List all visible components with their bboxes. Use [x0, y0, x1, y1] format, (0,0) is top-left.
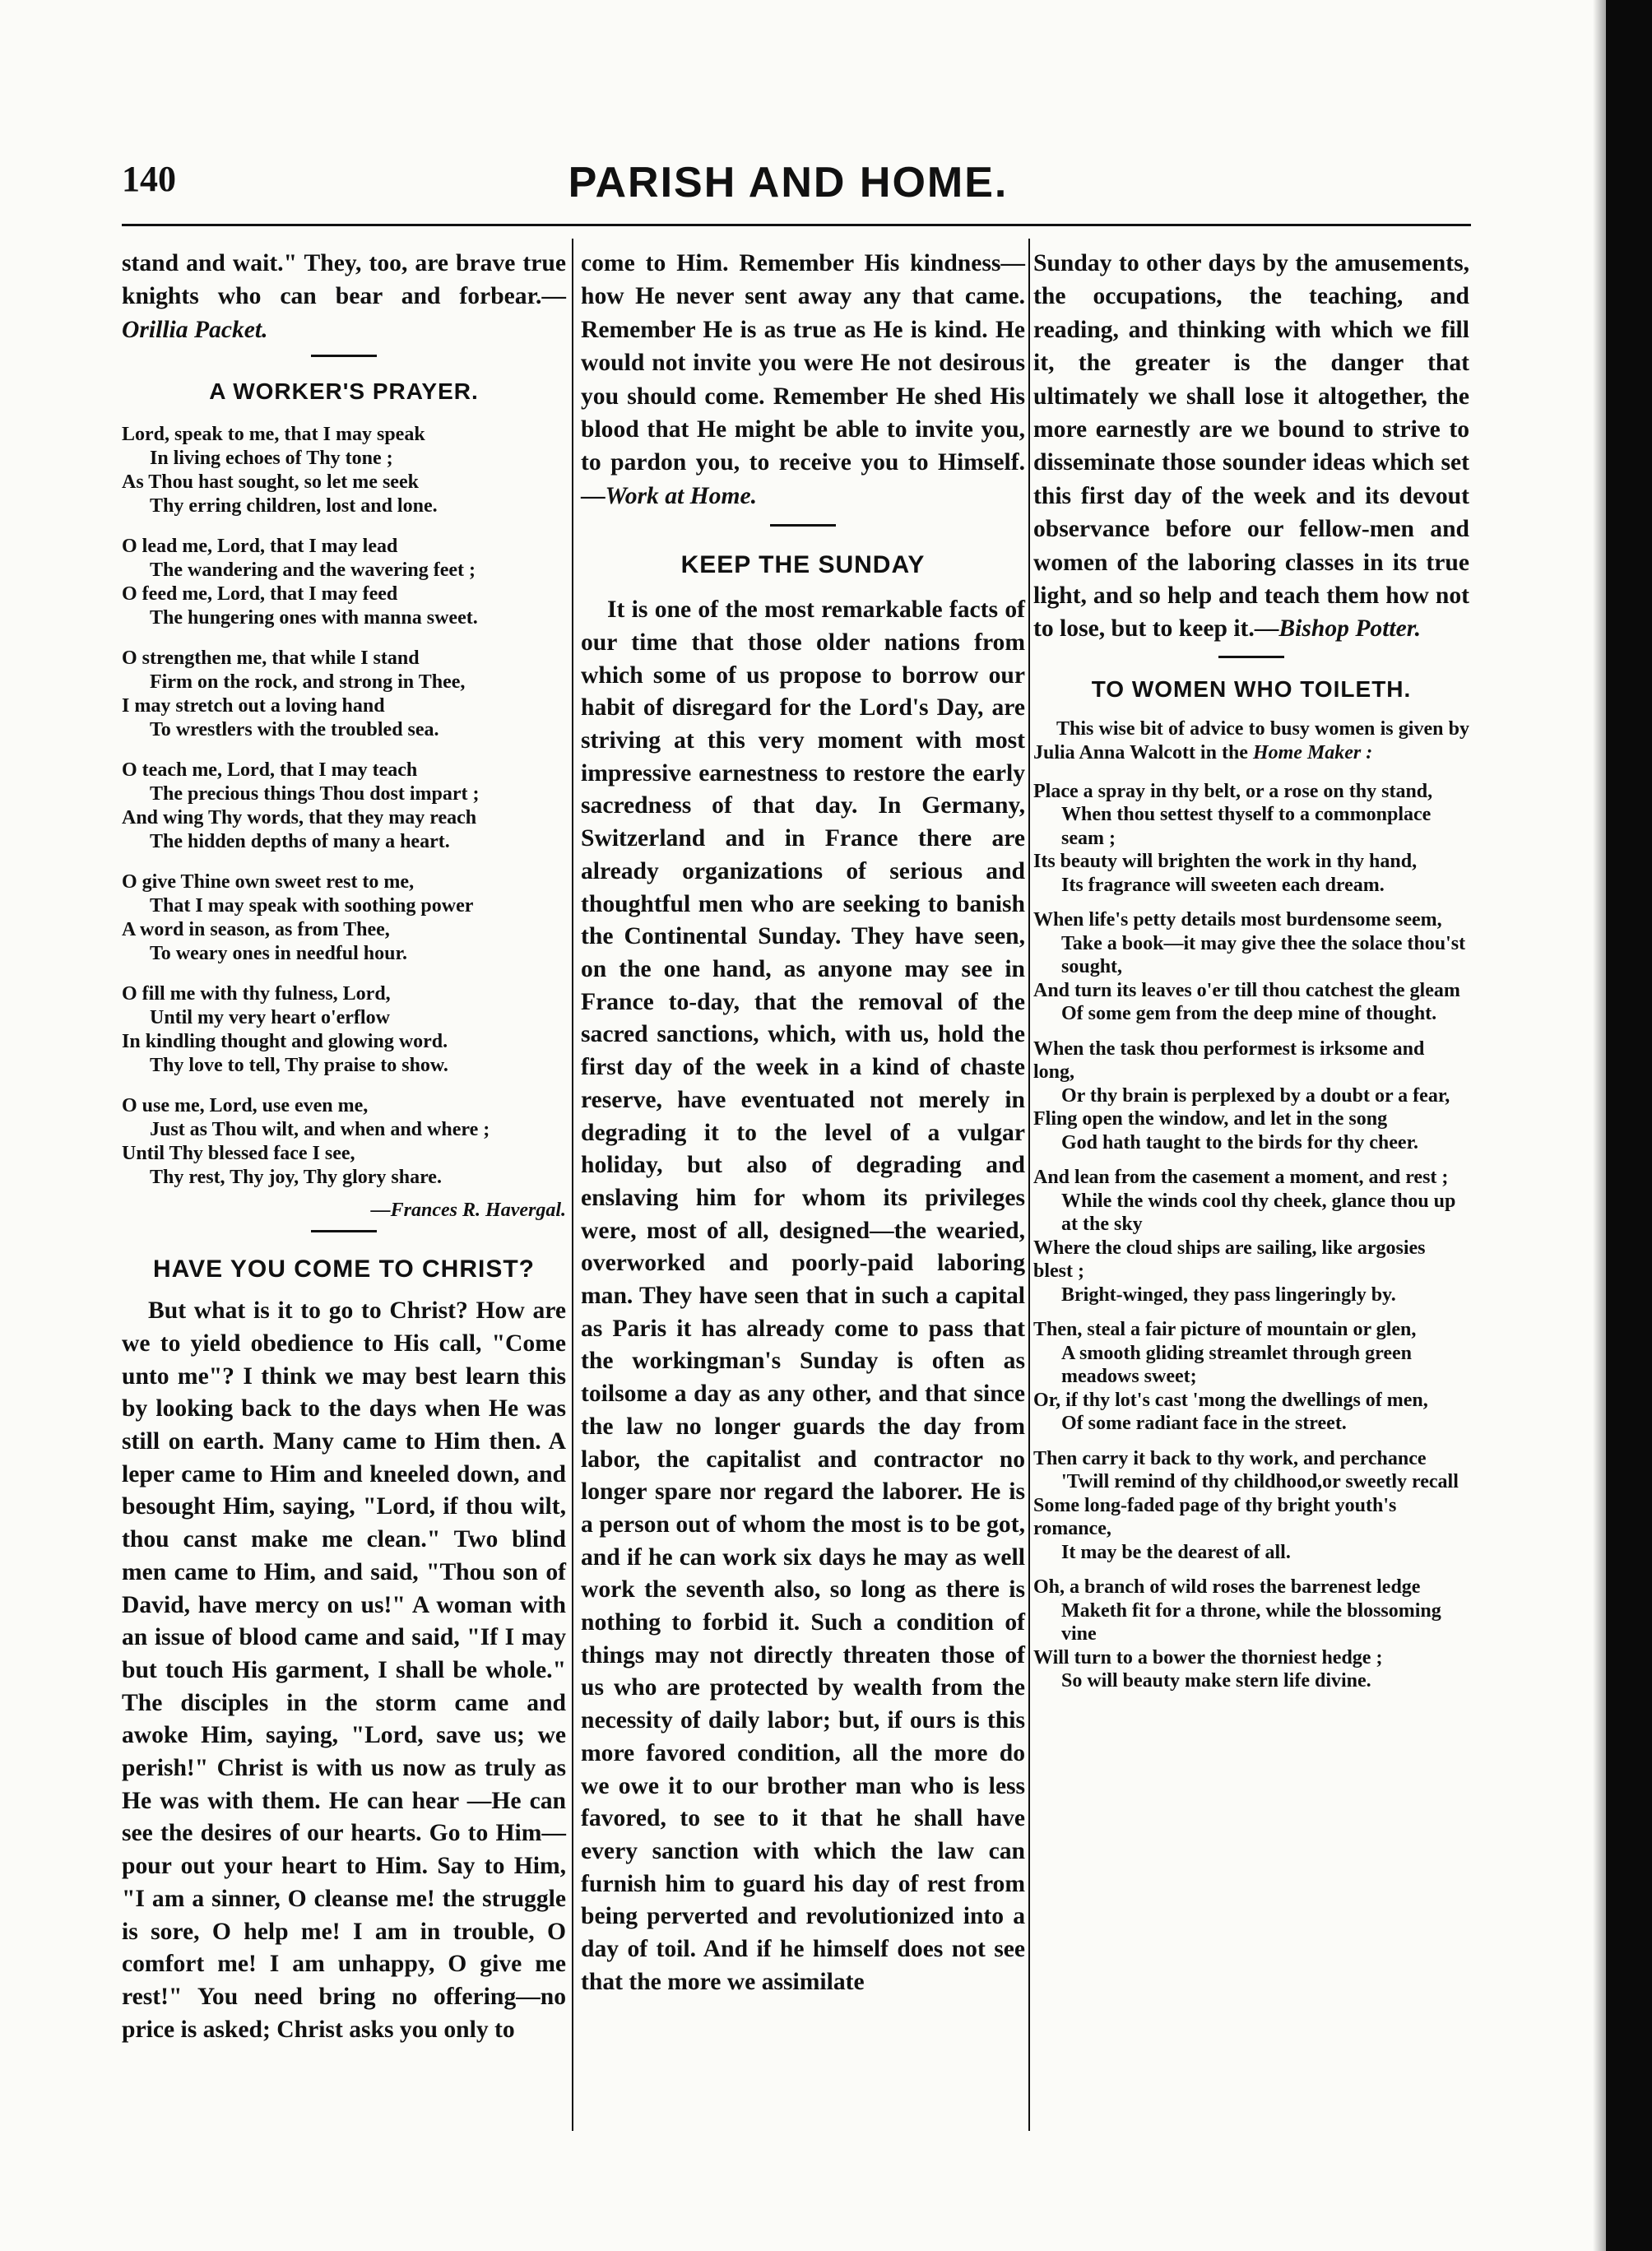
- christ-continued: come to Him. Remember His kindness—how He never sent away any that came. Remember He is as true as He is kind. He would not invite you were He not desirous you should come. Remember He shed His blood that He might be able to invite you, to pardon you, to receive you to Himself.—Work at Home.: [581, 250, 1025, 509]
- poem-line: 'Twill remind of thy childhood,or sweetly recall: [1061, 1471, 1459, 1493]
- poem-stanza: [122, 535, 566, 630]
- poem-line: O feed me, Lord, that I may feed: [122, 583, 398, 606]
- poem-line: God hath taught to the birds for thy cheer.: [1061, 1131, 1419, 1153]
- poem-line: The hidden depths of many a heart.: [150, 831, 450, 853]
- header-rule: [122, 224, 1471, 226]
- article-fragment: stand and wait." They, too, are brave true knights who can bear and forbear.—Orillia Packet.: [122, 250, 566, 343]
- scan-border: [1606, 0, 1652, 2251]
- poem-line: The hungering ones with manna sweet.: [150, 607, 478, 629]
- poem-line: When thou settest thyself to a commonplace seam ;: [1061, 804, 1432, 849]
- poem-line: I may stretch out a loving hand: [122, 695, 385, 717]
- poem-line: To weary ones in needful hour.: [150, 943, 407, 965]
- poem-line: And wing Thy words, that they may reach: [122, 807, 477, 829]
- women-poem: [1033, 780, 1469, 1693]
- poem-line: So will beauty make stern life divine.: [1061, 1670, 1371, 1692]
- poem-line: Some long-faded page of thy bright youth's romance,: [1033, 1494, 1397, 1540]
- poem-stanza: [122, 759, 566, 854]
- poem-line: Then carry it back to thy work, and perchance: [1033, 1447, 1427, 1469]
- poem-line: Thy rest, Thy joy, Thy glory share.: [150, 1167, 442, 1189]
- poem-line: Then, steal a fair picture of mountain or glen,: [1033, 1319, 1417, 1341]
- separator-rule: [1218, 656, 1284, 658]
- poem-line: Lord, speak to me, that I may speak: [122, 424, 425, 446]
- poem-line: And lean from the casement a moment, and rest ;: [1033, 1167, 1449, 1189]
- christ-title: HAVE YOU COME TO CHRIST?: [152, 1255, 536, 1283]
- poem-line: Will turn to a bower the thorniest hedge ;: [1033, 1646, 1383, 1669]
- poem-line: As Thou hast sought, so let me seek: [122, 471, 419, 494]
- poem-line: A smooth gliding streamlet through green meadows sweet;: [1061, 1342, 1413, 1388]
- separator-rule: [311, 355, 377, 357]
- poem-stanza: [1033, 780, 1469, 898]
- poem-stanza: [122, 647, 566, 742]
- poem-line: Its beauty will brighten the work in thy hand,: [1033, 851, 1418, 873]
- poem-line: To wrestlers with the troubled sea.: [150, 719, 439, 741]
- poem-line: O lead me, Lord, that I may lead: [122, 536, 398, 558]
- poem-line: Until Thy blessed face I see,: [122, 1143, 355, 1165]
- poem-line: Just as Thou wilt, and when and where ;: [150, 1119, 490, 1141]
- poem-line: While the winds cool thy cheek, glance thou up at the sky: [1061, 1190, 1456, 1236]
- column-rule-1: [572, 239, 573, 2131]
- poem-line: Or thy brain is perplexed by a doubt or a fear,: [1061, 1084, 1450, 1107]
- poem-line: Bright-winged, they pass lingeringly by.: [1061, 1283, 1396, 1306]
- poem-stanza: [122, 423, 566, 518]
- poem-line: O strengthen me, that while I stand: [122, 647, 420, 670]
- prayer-poem: [122, 423, 566, 1190]
- poem-stanza: [1033, 1447, 1469, 1565]
- separator-rule: [311, 1230, 377, 1232]
- sunday-title: KEEP THE SUNDAY: [680, 551, 926, 579]
- prayer-author: —Frances R. Havergal.: [370, 1200, 566, 1222]
- separator-rule: [770, 524, 836, 527]
- poem-line: O use me, Lord, use even me,: [122, 1095, 369, 1117]
- poem-line: When life's petty details most burdensome seem,: [1033, 909, 1442, 931]
- poem-line: O give Thine own sweet rest to me,: [122, 871, 415, 893]
- poem-line: Thy erring children, lost and lone.: [150, 495, 438, 517]
- poem-line: Thy love to tell, Thy praise to show.: [150, 1055, 448, 1077]
- poem-stanza: [1033, 1318, 1469, 1436]
- column-3: [1033, 247, 1469, 1705]
- column-1: [122, 247, 566, 2046]
- poem-line: Firm on the rock, and strong in Thee,: [150, 671, 466, 694]
- poem-line: In kindling thought and glowing word.: [122, 1031, 448, 1053]
- poem-stanza: [1033, 1037, 1469, 1155]
- poem-line: Oh, a branch of wild roses the barrenest ledge: [1033, 1576, 1421, 1599]
- poem-line: In living echoes of Thy tone ;: [150, 448, 393, 470]
- poem-line: Take a book—it may give thee the solace thou'st sought,: [1061, 932, 1466, 978]
- poem-line: It may be the dearest of all.: [1061, 1541, 1291, 1563]
- page-edge-shadow: [1593, 0, 1606, 2251]
- poem-line: A word in season, as from Thee,: [122, 919, 390, 941]
- sunday-continued: Sunday to other days by the amusements, the occupations, the teaching, and reading, and thinking with which we fill it, the greater is the danger that ultimately we shall lose it altogether, the more earnestly are we bound to strive to disseminate those sounder ideas which set this first day of the week and its devout observance before our fellow-men and women of the laboring classes in its true light, and so help and teach them how not to lose, but to keep it.—Bishop Potter.: [1033, 250, 1469, 643]
- poem-stanza: [122, 982, 566, 1078]
- poem-stanza: [1033, 1166, 1469, 1307]
- poem-line: Of some radiant face in the street.: [1061, 1413, 1347, 1435]
- poem-line: Fling open the window, and let in the song: [1033, 1108, 1388, 1130]
- column-2: [581, 247, 1025, 1998]
- poem-stanza: [122, 1094, 566, 1190]
- page-number: 140: [122, 159, 176, 199]
- poem-line: Or, if thy lot's cast 'mong the dwellings of men,: [1033, 1389, 1428, 1411]
- christ-body: But what is it to go to Christ? How are we to yield obedience to His call, "Come unto me"? I think we may best learn this by looking back to the days when He was still on earth. Many came to Him then. A leper came to Him and kneeled down, and besought Him, saying, "Lord, if thou wilt, thou canst make me clean." Two blind men came to Him, and said, "Thou son of David, have mercy on us!" A woman with an issue of blood came and said, "If I may but touch His garment, I shall be whole." The disciples in the storm came and awoke Him, saying, "Lord, save us; we perish!" Christ is with us now as truly as He was with them. He can hear —He can see the desires of our hearts. Go to Him—pour out your heart to Him. Say to Him, "I am a sinner, O cleanse me! the struggle is sore, O help me! I am in trouble, O comfort me! I am unhappy, O give me rest!" You need bring no offering—no price is asked; Christ asks you only to: [122, 1297, 566, 2043]
- poem-stanza: [122, 870, 566, 966]
- running-head: PARISH AND HOME.: [568, 159, 1009, 207]
- poem-stanza: [1033, 908, 1469, 1026]
- women-title: TO WOMEN WHO TOILETH.: [1091, 675, 1412, 702]
- poem-line: O fill me with thy fulness, Lord,: [122, 983, 391, 1005]
- poem-line: Where the cloud ships are sailing, like argosies blest ;: [1033, 1237, 1426, 1283]
- poem-line: O teach me, Lord, that I may teach: [122, 759, 418, 782]
- column-rule-2: [1028, 239, 1030, 2131]
- poem-line: The precious things Thou dost impart ;: [150, 783, 480, 805]
- poem-line: The wandering and the wavering feet ;: [150, 559, 476, 582]
- poem-line: Until my very heart o'erflow: [150, 1007, 390, 1029]
- poem-line: That I may speak with soothing power: [150, 895, 474, 917]
- poem-line: And turn its leaves o'er till thou catchest the gleam: [1033, 979, 1460, 1001]
- poem-line: Place a spray in thy belt, or a rose on thy stand,: [1033, 780, 1433, 802]
- poem-line: Its fragrance will sweeten each dream.: [1061, 874, 1385, 896]
- women-intro: This wise bit of advice to busy women is given by Julia Anna Walcott in the Home Maker :: [1033, 717, 1469, 763]
- poem-stanza: [1033, 1576, 1469, 1693]
- prayer-title: A WORKER'S PRAYER.: [209, 378, 479, 405]
- poem-line: Of some gem from the deep mine of thought.: [1061, 1003, 1437, 1025]
- poem-line: Maketh fit for a throne, while the blossoming vine: [1061, 1599, 1441, 1645]
- sunday-body: It is one of the most remarkable facts of our time that those older nations from which some of us propose to borrow our habit of disregard for the Lord's Day, are striving at this very moment with most impressive earnestness to restore the early sacredness of that day. In Germany, Switzerland and in France there are already organizations of serious and thoughtful men who are seeking to banish the Continental Sunday. They have seen, on the one hand, as anyone may see in France to-day, that the removal of the sacred sanctions, which, with us, hold the first day of the week in a kind of chaste reserve, have eventuated not merely in degrading it to the level of a vulgar holiday, but also of degrading and enslaving him for whom its privileges were, most of all, designed—the wearied, overworked and poorly-paid laboring man. They have seen that in such a capital as Paris it has already come to pass that the workingman's Sunday is often as toilsome a day as any other, and that since the law no longer guards the day from labor, the capitalist and contractor no longer spare nor regard the laborer. He is a person out of whom the most is to be got, and if he can work six days he may as well work the seventh also, so long as there is nothing to forbid it. Such a condition of things may not directly threaten those of us who are protected by wealth from the necessity of daily labor; but, if ours is this more favored condition, all the more do we owe it to our brother man who is less favored, to see to it that he shall have every sanction with which the law can furnish him to guard his day of rest from being perverted and revolutionized into a day of toil. And if he himself does not see that the more we assimilate: [581, 596, 1025, 1995]
- poem-line: When the task thou performest is irksome and long,: [1033, 1037, 1425, 1084]
